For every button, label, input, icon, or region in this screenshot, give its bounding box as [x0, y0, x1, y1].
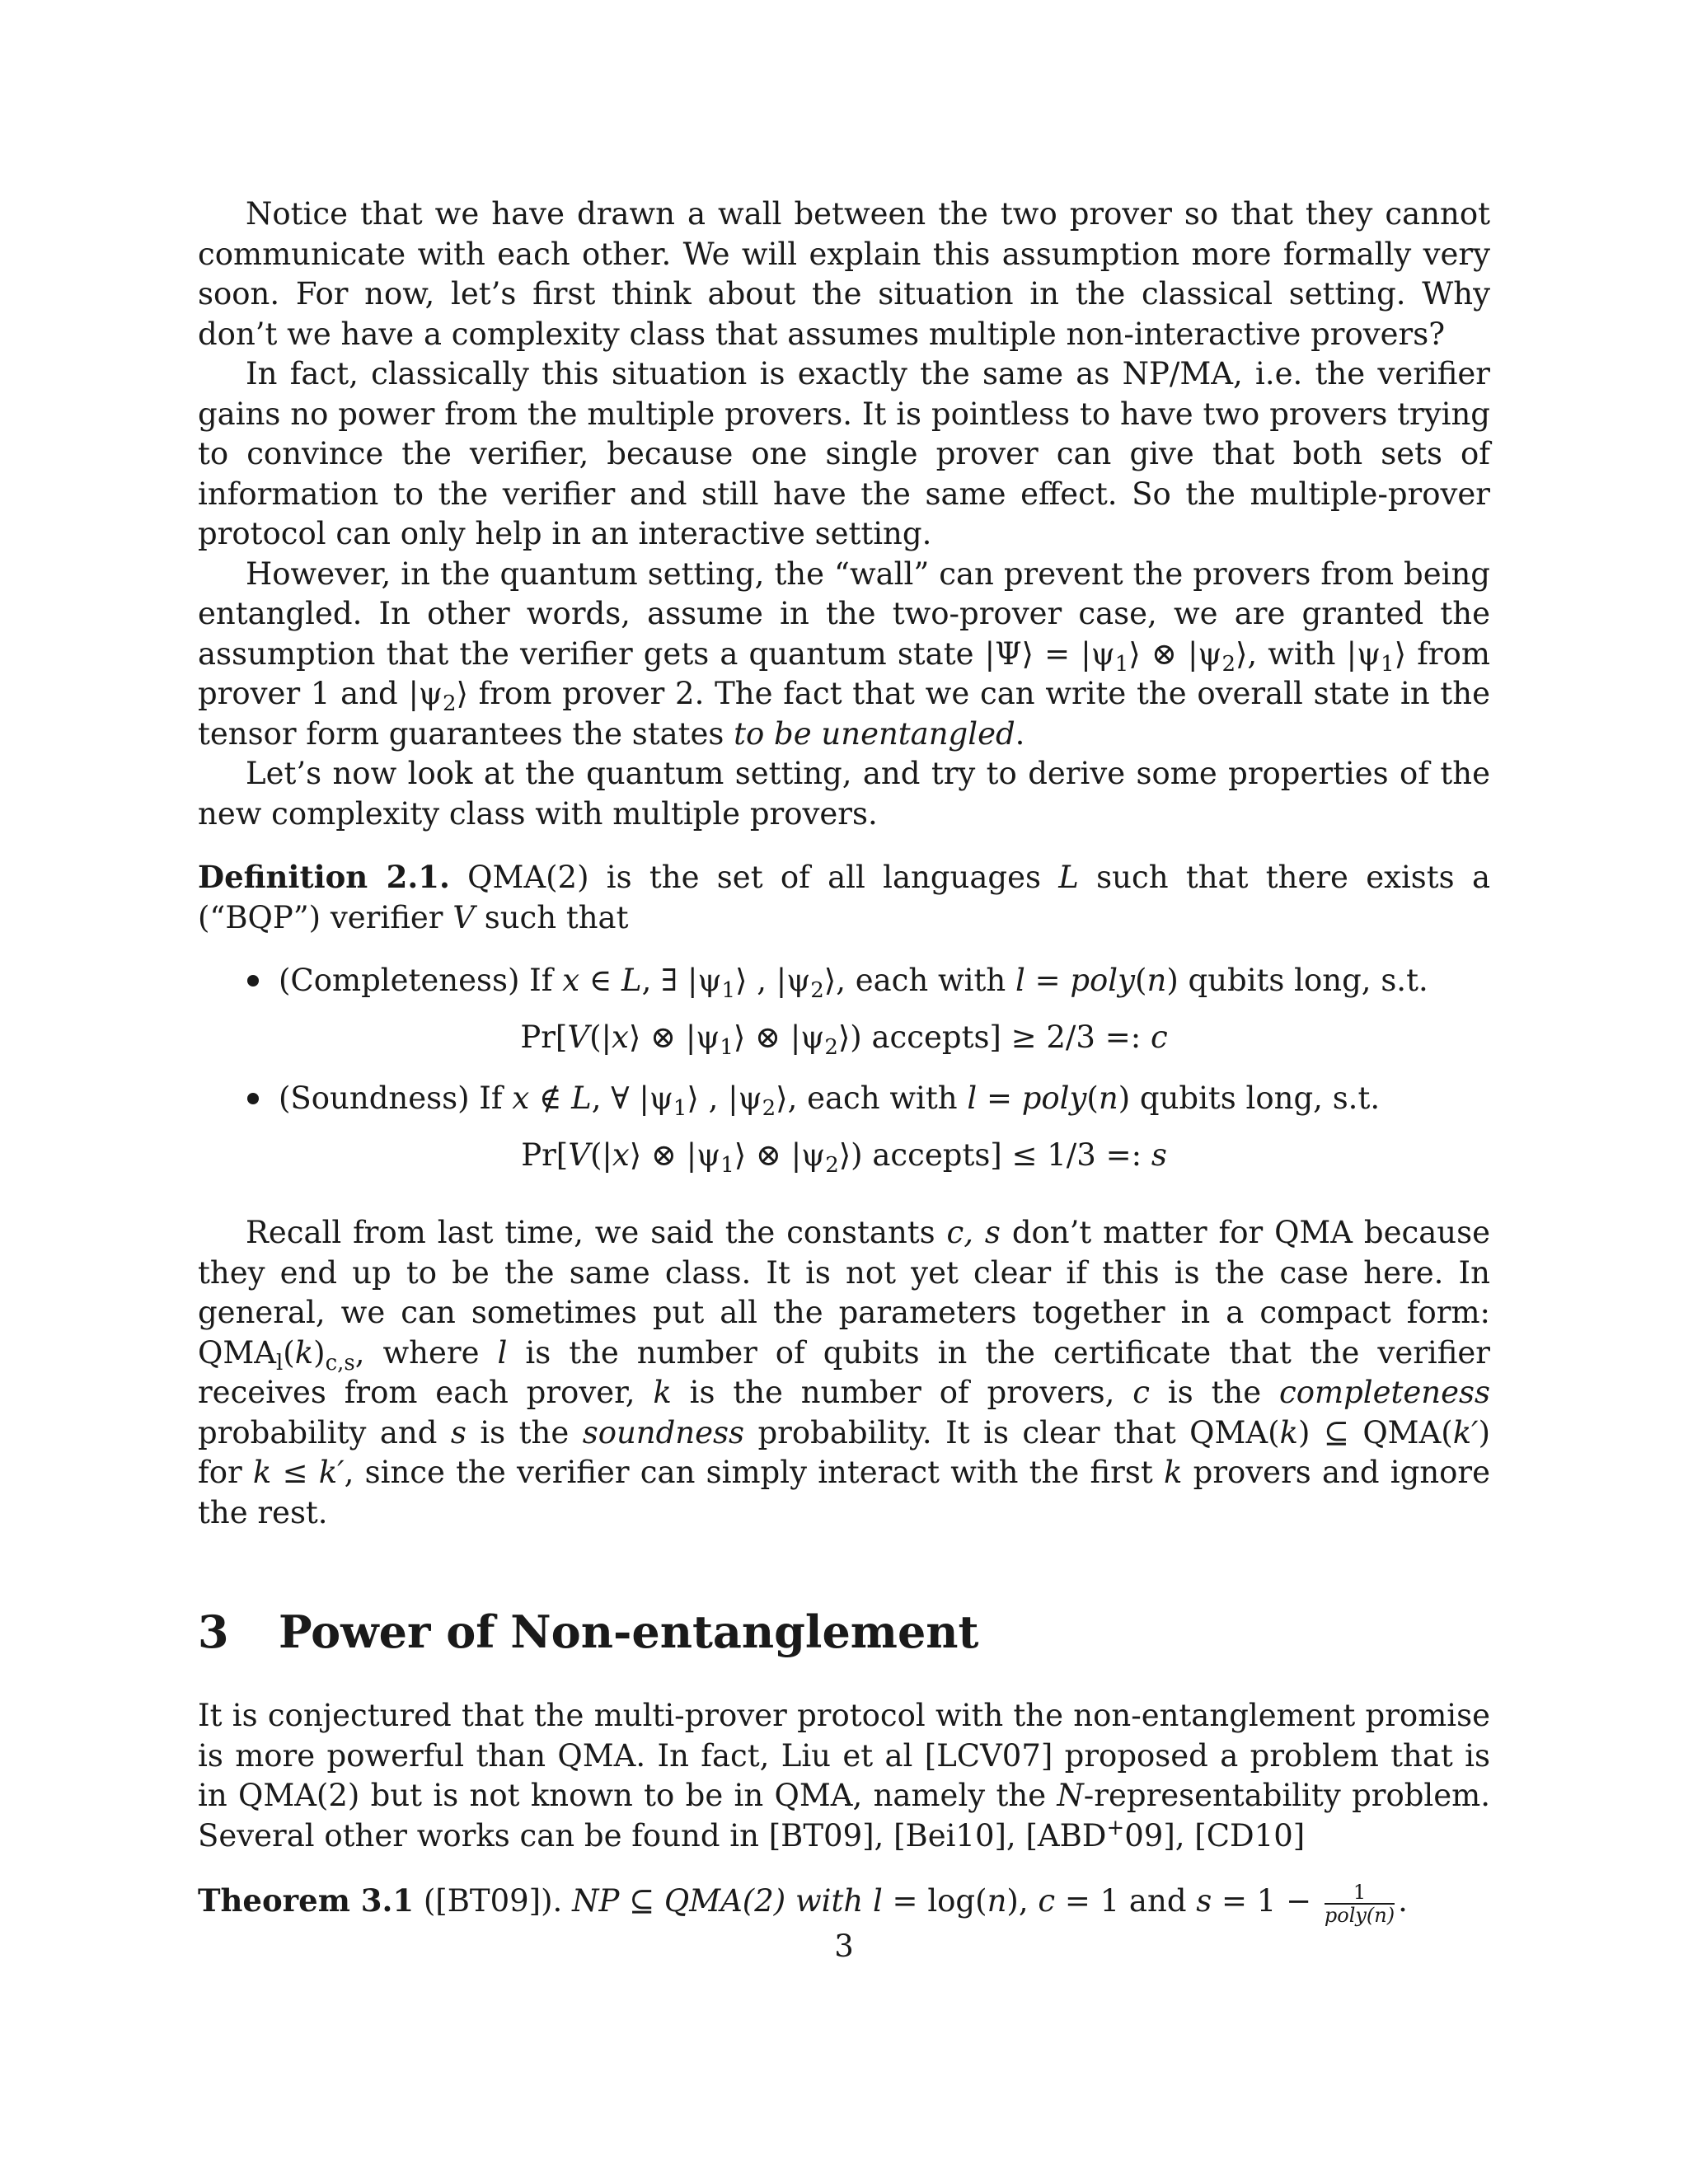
- page-body: [198, 194, 1490, 1926]
- soundness-formula: Pr[V(|x⟩ ⊗ $|\psi_1⟩$ ⊗ $|\psi_2⟩$) accepts] ≤ 1/3 =: s: [521, 1137, 1167, 1178]
- paragraph-wall: Notice that we have drawn a wall between the two prover so that they cannot communicate with each other. We will explain this assumption more formally very soon. For now, let’s first think about the situation in the classical setting. Why don’t we have a complexity class that assumes multiple non-interactive provers?: [198, 196, 1490, 352]
- definition-label: Definition 2.1.: [198, 859, 450, 895]
- section-heading: [198, 1605, 1490, 1658]
- fraction: $\frac{1}{\text{poly(n)}}$: [1324, 1880, 1395, 1927]
- page-number: 3: [834, 1929, 854, 1964]
- emphasis-unentangled: to be unentangled: [734, 715, 1015, 752]
- paragraph-classical: In fact, classically this situation is exactly the same as NP/MA, i.e. the verifier gains no power from the multiple provers. It is pointless to have two provers trying to convince the verifier, because one single prover can give that both sets of information to the verifier and still have the same effect. So the multiple-prover protocol can only help in an interactive setting.: [198, 356, 1490, 551]
- completeness-formula: Pr[V(|x⟩ ⊗ $|\psi_1⟩$ ⊗ $|\psi_2⟩$) accepts] ≥ 2/3 =: c: [520, 1019, 1168, 1060]
- paragraph-non-entanglement: It is conjectured that the multi-prover protocol with the non-entanglement promise is more powerful than QMA. In fact, Liu et al [LCV07] proposed a problem that is in QMA(2) but is not known to be in QMA, namely the N-representability problem. Several other works can be found in [BT09], [Bei10], [ABD+09], [CD10]: [198, 1698, 1490, 1854]
- paragraph-recall: Recall from last time, we said the constants c, s don’t matter for QMA because they end up to be the same class. It is not yet clear if this is the case here. In general, we can sometimes put all the parameters together in a compact form: $QMA_l(k)_{c,s}$, where l is the number of qubits in the certificate that the verifier receives from each prover, k is the number of provers, c is the completeness probability and s is the soundness probability. It is clear that QMA(k) ⊆ QMA(k′) for k ≤ k′, since the verifier can simply interact with the first k provers and ignore the rest.: [198, 1215, 1491, 1530]
- paragraph-quantum-wall: However, in the quantum setting, the “wall” can prevent the provers from being entangled. In other words, assume in the two-prover case, we are granted the assumption that the verifier gets a quantum state |Ψ⟩ = $|\psi_1⟩$ ⊗ $|\psi_2⟩$, with $|\psi_1⟩$ from prover 1 and $|\psi_2⟩$ from prover 2. The fact that we can write the overall state in the tensor form guarantees the states to be unentangled.: [198, 555, 1490, 752]
- theorem-3-1: Theorem 3.1 ([BT09]). NP ⊆ QMA(2) with l = log(n), c = 1 and s = 1 − $\frac{1}{\text{poly(n)}}$ .: [198, 1880, 1408, 1927]
- paragraph-quantum-setting: Let’s now look at the quantum setting, and try to derive some properties of the new complexity class with multiple provers.: [198, 756, 1490, 832]
- completeness-item: (Completeness) If x ∈ L, ∃ $|\psi_1⟩$ , $|\psi_2⟩$, each with l = poly(n) qubits long, s.t. Pr[V(|x⟩ ⊗ $|\psi_1⟩$ ⊗ $|\psi_2⟩$) accepts] ≥ 2/3 =: c: [198, 961, 1490, 1057]
- section-number: 3: [198, 1605, 229, 1658]
- theorem-label: Theorem 3.1: [198, 1882, 415, 1919]
- section-title: Power of Non-entanglement: [279, 1605, 979, 1658]
- soundness-item: (Soundness) If x ∉ L, ∀ $|\psi_1⟩$ , $|\psi_2⟩$, each with l = poly(n) qubits long, s.t. Pr[V(|x⟩ ⊗ $|\psi_1⟩$ ⊗ $|\psi_2⟩$) accepts] ≤ 1/3 =: s: [198, 1079, 1490, 1175]
- definition-2-1: Definition 2.1. QMA(2) is the set of all languages L such that there exists a (“BQP”) verifier V such that: [198, 859, 1491, 935]
- definition-conditions-list: [198, 961, 1490, 1178]
